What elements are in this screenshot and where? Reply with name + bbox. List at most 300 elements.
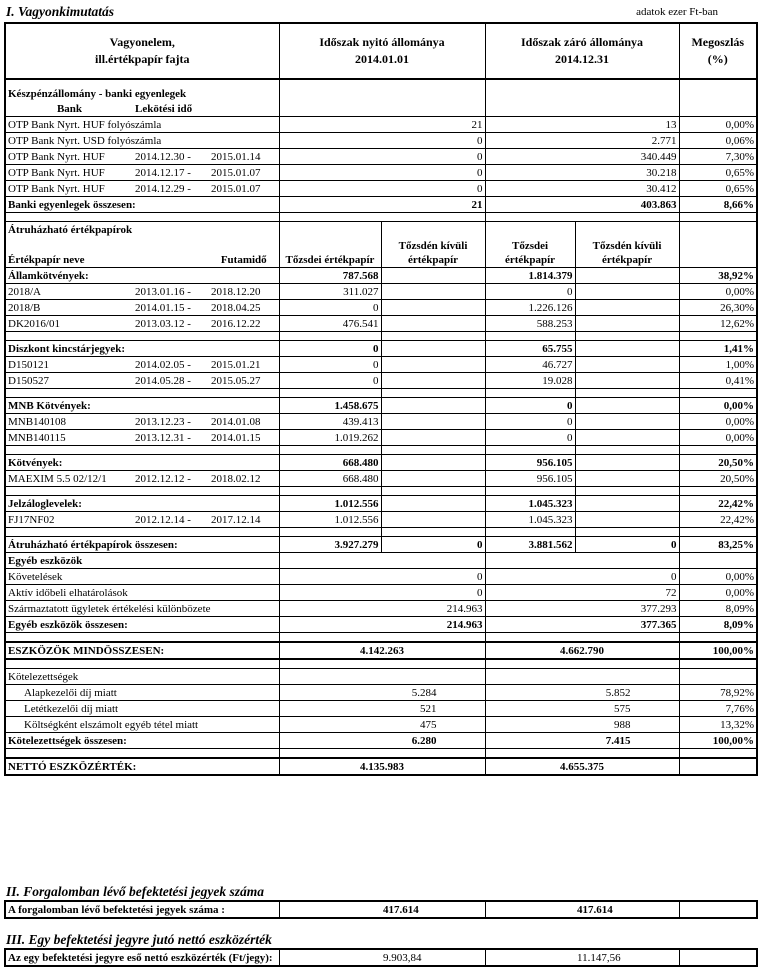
security-row — [5, 373, 757, 389]
table-cell — [679, 749, 757, 759]
header-col2-l1: Időszak nyitó állománya — [319, 35, 445, 49]
group-close-otc — [575, 455, 679, 471]
security-close-otc — [575, 373, 679, 389]
security-group-row — [5, 398, 757, 414]
security-name: 2018/B — [5, 300, 133, 316]
group-open-exchange: 1.458.675 — [279, 398, 381, 414]
table-cell — [485, 487, 575, 496]
spacer-row — [5, 659, 757, 669]
assets-total-row — [5, 642, 757, 659]
header-col2-l2: 2014.01.01 — [355, 52, 409, 66]
cash-date-to — [209, 133, 279, 149]
table-cell — [5, 659, 279, 669]
other-asset-row — [5, 601, 757, 617]
cash-open-value: 0 — [279, 181, 485, 197]
group-close-otc — [575, 398, 679, 414]
table-cell — [485, 553, 679, 569]
group-open-exchange: 1.012.556 — [279, 496, 381, 512]
table-cell — [485, 101, 679, 117]
cash-total-open: 21 — [279, 197, 485, 213]
group-share: 20,50% — [679, 455, 757, 471]
security-date-from: 2013.03.12 - — [133, 316, 209, 332]
other-asset-close: 72 — [485, 585, 679, 601]
table-cell — [279, 332, 381, 341]
security-name: DK2016/01 — [5, 316, 133, 332]
table-cell — [279, 553, 485, 569]
security-share: 12,62% — [679, 316, 757, 332]
table-cell — [679, 332, 757, 341]
cash-row — [5, 165, 757, 181]
security-row — [5, 512, 757, 528]
security-open-exchange: 0 — [279, 300, 381, 316]
cash-share: 0,00% — [679, 117, 757, 133]
unit-note: adatok ezer Ft-ban — [636, 6, 718, 18]
cash-share: 0,06% — [679, 133, 757, 149]
liabilities-total-share: 100,00% — [679, 733, 757, 749]
cash-date-to: 2015.01.07 — [209, 165, 279, 181]
cash-total-close: 403.863 — [485, 197, 679, 213]
security-name: FJ17NF02 — [5, 512, 133, 528]
table-cell — [485, 389, 575, 398]
spacer-row — [5, 749, 757, 759]
other-total-row — [5, 617, 757, 633]
table-cell — [485, 749, 679, 759]
table-cell — [5, 487, 279, 496]
header-col4-l2: (%) — [707, 52, 728, 66]
cash-date-to — [209, 117, 279, 133]
liability-open: 5.284 — [279, 685, 485, 701]
header-share — [679, 23, 757, 79]
cash-date-from: 2014.12.29 - — [133, 181, 209, 197]
security-date-from: 2013.12.31 - — [133, 430, 209, 446]
liability-share: 7,76% — [679, 701, 757, 717]
group-open-exchange: 668.480 — [279, 455, 381, 471]
section3-title: III. Egy befektetési jegyre jutó nettó eszközérték — [6, 932, 272, 947]
security-name: MNB140115 — [5, 430, 133, 446]
security-date-from: 2012.12.12 - — [133, 471, 209, 487]
security-date-from: 2014.01.15 - — [133, 300, 209, 316]
header-col1-l2: ill.értékpapír fajta — [95, 52, 190, 66]
security-name: D150527 — [5, 373, 133, 389]
net-assets-open: 4.135.983 — [279, 758, 485, 775]
group-close-exchange: 65.755 — [485, 341, 575, 357]
group-close-exchange: 0 — [485, 398, 575, 414]
other-asset-name: Aktív időbeli elhatárolások — [5, 585, 279, 601]
liabilities-title-row — [5, 669, 757, 685]
table-cell — [679, 222, 757, 238]
table-cell — [485, 79, 679, 86]
spacer-row — [5, 528, 757, 537]
table-cell — [5, 446, 279, 455]
cash-date-from: 2014.12.30 - — [133, 149, 209, 165]
liability-name: Letétkezelői díj miatt — [5, 701, 279, 717]
securities-total-share: 83,25% — [679, 537, 757, 553]
liability-close: 575 — [485, 701, 679, 717]
cash-row — [5, 149, 757, 165]
liability-row — [5, 685, 757, 701]
cash-total-share: 8,66% — [679, 197, 757, 213]
security-name: MNB140108 — [5, 414, 133, 430]
table-cell — [381, 332, 485, 341]
security-close-otc — [575, 414, 679, 430]
table-cell — [5, 213, 279, 222]
security-group-label: Kötvények: — [5, 455, 279, 471]
security-group-row — [5, 496, 757, 512]
security-row — [5, 284, 757, 300]
security-group-row — [5, 341, 757, 357]
spacer-row — [5, 389, 757, 398]
assets-total-share: 100,00% — [679, 642, 757, 659]
table-cell — [485, 213, 679, 222]
section1-title: I. Vagyonkimutatás — [6, 4, 115, 19]
cash-bank-name: OTP Bank Nyrt. USD folyószámla — [5, 133, 133, 149]
liability-share: 78,92% — [679, 685, 757, 701]
net-assets-close: 4.655.375 — [485, 758, 679, 775]
liabilities-total-label: Kötelezettségek összesen: — [5, 733, 279, 749]
other-asset-name: Követelések — [5, 569, 279, 585]
table-cell — [575, 528, 679, 537]
table-cell — [381, 446, 485, 455]
section2-title: II. Forgalomban lévő befektetési jegyek száma — [6, 884, 264, 899]
header-col1-l1: Vagyonelem, — [109, 35, 175, 49]
liability-name: Alapkezelői díj miatt — [5, 685, 279, 701]
cash-row — [5, 181, 757, 197]
security-group-label: Jelzáloglevelek: — [5, 496, 279, 512]
nav-per-unit-close: 11.147,56 — [577, 952, 621, 964]
table-cell — [279, 86, 485, 101]
security-close-exchange: 956.105 — [485, 471, 575, 487]
liabilities-total-open: 6.280 — [279, 733, 485, 749]
group-close-otc — [575, 341, 679, 357]
cash-open-value: 21 — [279, 117, 485, 133]
securities-subheader-row — [5, 237, 757, 268]
security-open-otc — [381, 512, 485, 528]
table-cell — [485, 446, 575, 455]
security-close-otc — [575, 316, 679, 332]
securities-col-open-otc: Tőzsdén kívüli értékpapír — [381, 237, 485, 268]
table-cell — [485, 633, 679, 643]
security-group-label: Diszkont kincstárjegyek: — [5, 341, 279, 357]
group-close-otc — [575, 496, 679, 512]
security-open-exchange: 439.413 — [279, 414, 381, 430]
security-date-from: 2014.05.28 - — [133, 373, 209, 389]
other-asset-open: 214.963 — [279, 601, 485, 617]
liability-close: 988 — [485, 717, 679, 733]
security-group-row — [5, 455, 757, 471]
group-close-exchange: 956.105 — [485, 455, 575, 471]
table-cell — [679, 389, 757, 398]
table-cell — [485, 528, 575, 537]
security-date-from: 2013.01.16 - — [133, 284, 209, 300]
security-open-exchange: 0 — [279, 357, 381, 373]
other-asset-name: Származtatott ügyletek értékelési különbözete — [5, 601, 279, 617]
assets-total-close: 4.662.790 — [485, 642, 679, 659]
securities-col-open-exchange: Tőzsdei értékpapír — [279, 237, 381, 268]
table-cell — [575, 222, 679, 238]
table-cell — [679, 446, 757, 455]
cash-share: 7,30% — [679, 149, 757, 165]
security-open-otc — [381, 373, 485, 389]
table-cell — [679, 487, 757, 496]
other-asset-close: 377.293 — [485, 601, 679, 617]
table-cell — [575, 487, 679, 496]
group-open-otc — [381, 496, 485, 512]
cash-col-bank: Bank — [56, 103, 83, 115]
table-cell — [279, 446, 381, 455]
cash-bank-name: OTP Bank Nyrt. HUF — [5, 181, 133, 197]
table-cell — [5, 79, 279, 86]
other-asset-close: 0 — [485, 569, 679, 585]
security-open-otc — [381, 300, 485, 316]
security-date-to: 2017.12.14 — [209, 512, 279, 528]
securities-total-close-exchange: 3.881.562 — [485, 537, 575, 553]
security-date-from: 2013.12.23 - — [133, 414, 209, 430]
table-cell — [381, 528, 485, 537]
group-close-exchange: 1.045.323 — [485, 496, 575, 512]
liability-name: Költségként elszámolt egyéb tétel miatt — [5, 717, 279, 733]
table-cell — [279, 669, 485, 685]
cash-subheader-row — [5, 101, 757, 117]
security-name: D150121 — [5, 357, 133, 373]
nav-per-unit-open: 9.903,84 — [383, 952, 422, 964]
security-open-exchange: 668.480 — [279, 471, 381, 487]
other-asset-share: 0,00% — [679, 569, 757, 585]
other-total-close: 377.365 — [485, 617, 679, 633]
nav-per-unit-table — [4, 948, 758, 967]
security-row — [5, 300, 757, 316]
security-open-otc — [381, 430, 485, 446]
table-cell — [279, 79, 485, 86]
table-cell — [485, 659, 679, 669]
security-open-otc — [381, 414, 485, 430]
units-outstanding-close: 417.614 — [577, 904, 613, 916]
security-share: 20,50% — [679, 471, 757, 487]
security-group-label: Államkötvények: — [5, 268, 279, 284]
table-cell — [381, 389, 485, 398]
cash-open-value: 0 — [279, 165, 485, 181]
table-cell — [679, 633, 757, 643]
spacer-row — [5, 213, 757, 222]
liability-row — [5, 717, 757, 733]
liability-open: 475 — [279, 717, 485, 733]
securities-total-open-otc: 0 — [381, 537, 485, 553]
nav-per-unit-label: Az egy befektetési jegyre eső nettó eszközérték (Ft/jegy): — [8, 952, 273, 964]
securities-total-close-otc: 0 — [575, 537, 679, 553]
table-cell — [485, 332, 575, 341]
securities-title-row — [5, 222, 757, 238]
table-cell — [679, 659, 757, 669]
group-open-exchange: 787.568 — [279, 268, 381, 284]
other-asset-share: 0,00% — [679, 585, 757, 601]
cash-share: 0,65% — [679, 165, 757, 181]
security-date-from: 2012.12.14 - — [133, 512, 209, 528]
security-name: 2018/A — [5, 284, 133, 300]
table-cell — [279, 633, 485, 643]
security-share: 0,00% — [679, 414, 757, 430]
table-cell — [279, 101, 485, 117]
security-close-otc — [575, 284, 679, 300]
security-group-label: MNB Kötvények: — [5, 398, 279, 414]
security-share: 1,00% — [679, 357, 757, 373]
securities-title: Átruházható értékpapírok — [5, 222, 279, 238]
security-open-otc — [381, 284, 485, 300]
other-asset-open: 0 — [279, 585, 485, 601]
header-asset-type — [5, 23, 279, 79]
table-cell — [679, 553, 757, 569]
table-cell — [679, 86, 757, 101]
cash-row — [5, 117, 757, 133]
group-share: 0,00% — [679, 398, 757, 414]
table-cell — [575, 332, 679, 341]
security-date-to: 2015.05.27 — [209, 373, 279, 389]
table-cell — [679, 237, 757, 268]
table-cell — [5, 633, 279, 643]
liabilities-total-close: 7.415 — [485, 733, 679, 749]
security-close-exchange: 588.253 — [485, 316, 575, 332]
other-asset-share: 8,09% — [679, 601, 757, 617]
cash-bank-name: OTP Bank Nyrt. HUF — [5, 149, 133, 165]
security-open-otc — [381, 471, 485, 487]
cash-open-value: 0 — [279, 133, 485, 149]
other-total-share: 8,09% — [679, 617, 757, 633]
liabilities-total-row — [5, 733, 757, 749]
security-close-otc — [575, 512, 679, 528]
table-cell — [279, 659, 485, 669]
cash-section-title: Készpénzállomány - banki egyenlegek — [8, 88, 187, 100]
cash-share: 0,65% — [679, 181, 757, 197]
security-close-exchange: 1.226.126 — [485, 300, 575, 316]
cash-close-value: 13 — [485, 117, 679, 133]
header-row — [5, 23, 757, 79]
other-asset-row — [5, 585, 757, 601]
header-opening — [279, 23, 485, 79]
spacer-row — [5, 633, 757, 643]
other-total-label: Egyéb eszközök összesen: — [5, 617, 279, 633]
table-cell — [679, 213, 757, 222]
cash-row — [5, 133, 757, 149]
table-cell — [381, 487, 485, 496]
security-close-otc — [575, 357, 679, 373]
table-cell — [279, 222, 381, 238]
security-close-exchange: 1.045.323 — [485, 512, 575, 528]
security-open-exchange: 1.012.556 — [279, 512, 381, 528]
security-open-otc — [381, 357, 485, 373]
cash-close-value: 30.412 — [485, 181, 679, 197]
security-close-exchange: 46.727 — [485, 357, 575, 373]
security-open-otc — [381, 316, 485, 332]
table-cell — [381, 222, 485, 238]
security-share: 0,00% — [679, 284, 757, 300]
group-share: 1,41% — [679, 341, 757, 357]
units-outstanding-table — [4, 900, 758, 919]
cash-bank-name: OTP Bank Nyrt. HUF — [5, 165, 133, 181]
cash-date-to: 2015.01.07 — [209, 181, 279, 197]
header-gap-row — [5, 79, 757, 86]
table-cell — [279, 213, 485, 222]
cash-total-row — [5, 197, 757, 213]
security-date-to: 2018.12.20 — [209, 284, 279, 300]
security-open-exchange: 311.027 — [279, 284, 381, 300]
net-assets-share — [679, 758, 757, 775]
cash-title-row — [5, 86, 757, 101]
securities-total-label: Átruházható értékpapírok összesen: — [5, 537, 279, 553]
table-cell — [279, 528, 381, 537]
spacer-row — [5, 487, 757, 496]
cash-date-to: 2015.01.14 — [209, 149, 279, 165]
cash-open-value: 0 — [279, 149, 485, 165]
liability-share: 13,32% — [679, 717, 757, 733]
security-close-exchange: 0 — [485, 284, 575, 300]
table-cell — [575, 389, 679, 398]
group-share: 38,92% — [679, 268, 757, 284]
securities-col-close-otc: Tőzsdén kívüli értékpapír — [575, 237, 679, 268]
security-close-otc — [575, 300, 679, 316]
table-cell — [679, 101, 757, 117]
table-cell — [679, 669, 757, 685]
security-date-to: 2014.01.15 — [209, 430, 279, 446]
header-col3-l2: 2014.12.31 — [555, 52, 610, 66]
net-assets-row — [5, 758, 757, 775]
group-share: 22,42% — [679, 496, 757, 512]
security-close-exchange: 0 — [485, 414, 575, 430]
security-date-from: 2014.02.05 - — [133, 357, 209, 373]
security-date-to: 2015.01.21 — [209, 357, 279, 373]
security-open-exchange: 0 — [279, 373, 381, 389]
security-row — [5, 471, 757, 487]
security-name: MAEXIM 5.5 02/12/1 — [5, 471, 133, 487]
group-close-otc — [575, 268, 679, 284]
security-row — [5, 430, 757, 446]
cash-close-value: 30.218 — [485, 165, 679, 181]
securities-total-row — [5, 537, 757, 553]
security-date-to: 2014.01.08 — [209, 414, 279, 430]
table-cell — [5, 332, 279, 341]
table-cell — [279, 389, 381, 398]
security-close-exchange: 19.028 — [485, 373, 575, 389]
securities-total-open-exchange: 3.927.279 — [279, 537, 381, 553]
security-close-exchange: 0 — [485, 430, 575, 446]
liability-open: 521 — [279, 701, 485, 717]
security-row — [5, 357, 757, 373]
security-share: 22,42% — [679, 512, 757, 528]
table-cell — [279, 487, 381, 496]
securities-col-name: Értékpapír neve — [8, 254, 85, 266]
security-open-exchange: 476.541 — [279, 316, 381, 332]
table-cell — [679, 528, 757, 537]
security-close-otc — [575, 471, 679, 487]
table-cell — [5, 528, 279, 537]
security-date-to: 2016.12.22 — [209, 316, 279, 332]
security-share: 0,00% — [679, 430, 757, 446]
units-outstanding-open: 417.614 — [383, 904, 419, 916]
assets-total-open: 4.142.263 — [279, 642, 485, 659]
cash-total-label: Banki egyenlegek összesen: — [5, 197, 279, 213]
security-close-otc — [575, 430, 679, 446]
group-close-exchange: 1.814.379 — [485, 268, 575, 284]
security-group-row — [5, 268, 757, 284]
table-cell — [5, 389, 279, 398]
other-asset-open: 0 — [279, 569, 485, 585]
assets-total-label: ESZKÖZÖK MINDÖSSZESEN: — [5, 642, 279, 659]
header-col4-l1: Megoszlás — [691, 35, 745, 49]
security-share: 26,30% — [679, 300, 757, 316]
other-assets-title: Egyéb eszközök — [5, 553, 279, 569]
group-open-exchange: 0 — [279, 341, 381, 357]
group-open-otc — [381, 341, 485, 357]
table-cell — [5, 749, 279, 759]
cash-bank-name: OTP Bank Nyrt. HUF folyószámla — [5, 117, 133, 133]
group-open-otc — [381, 268, 485, 284]
